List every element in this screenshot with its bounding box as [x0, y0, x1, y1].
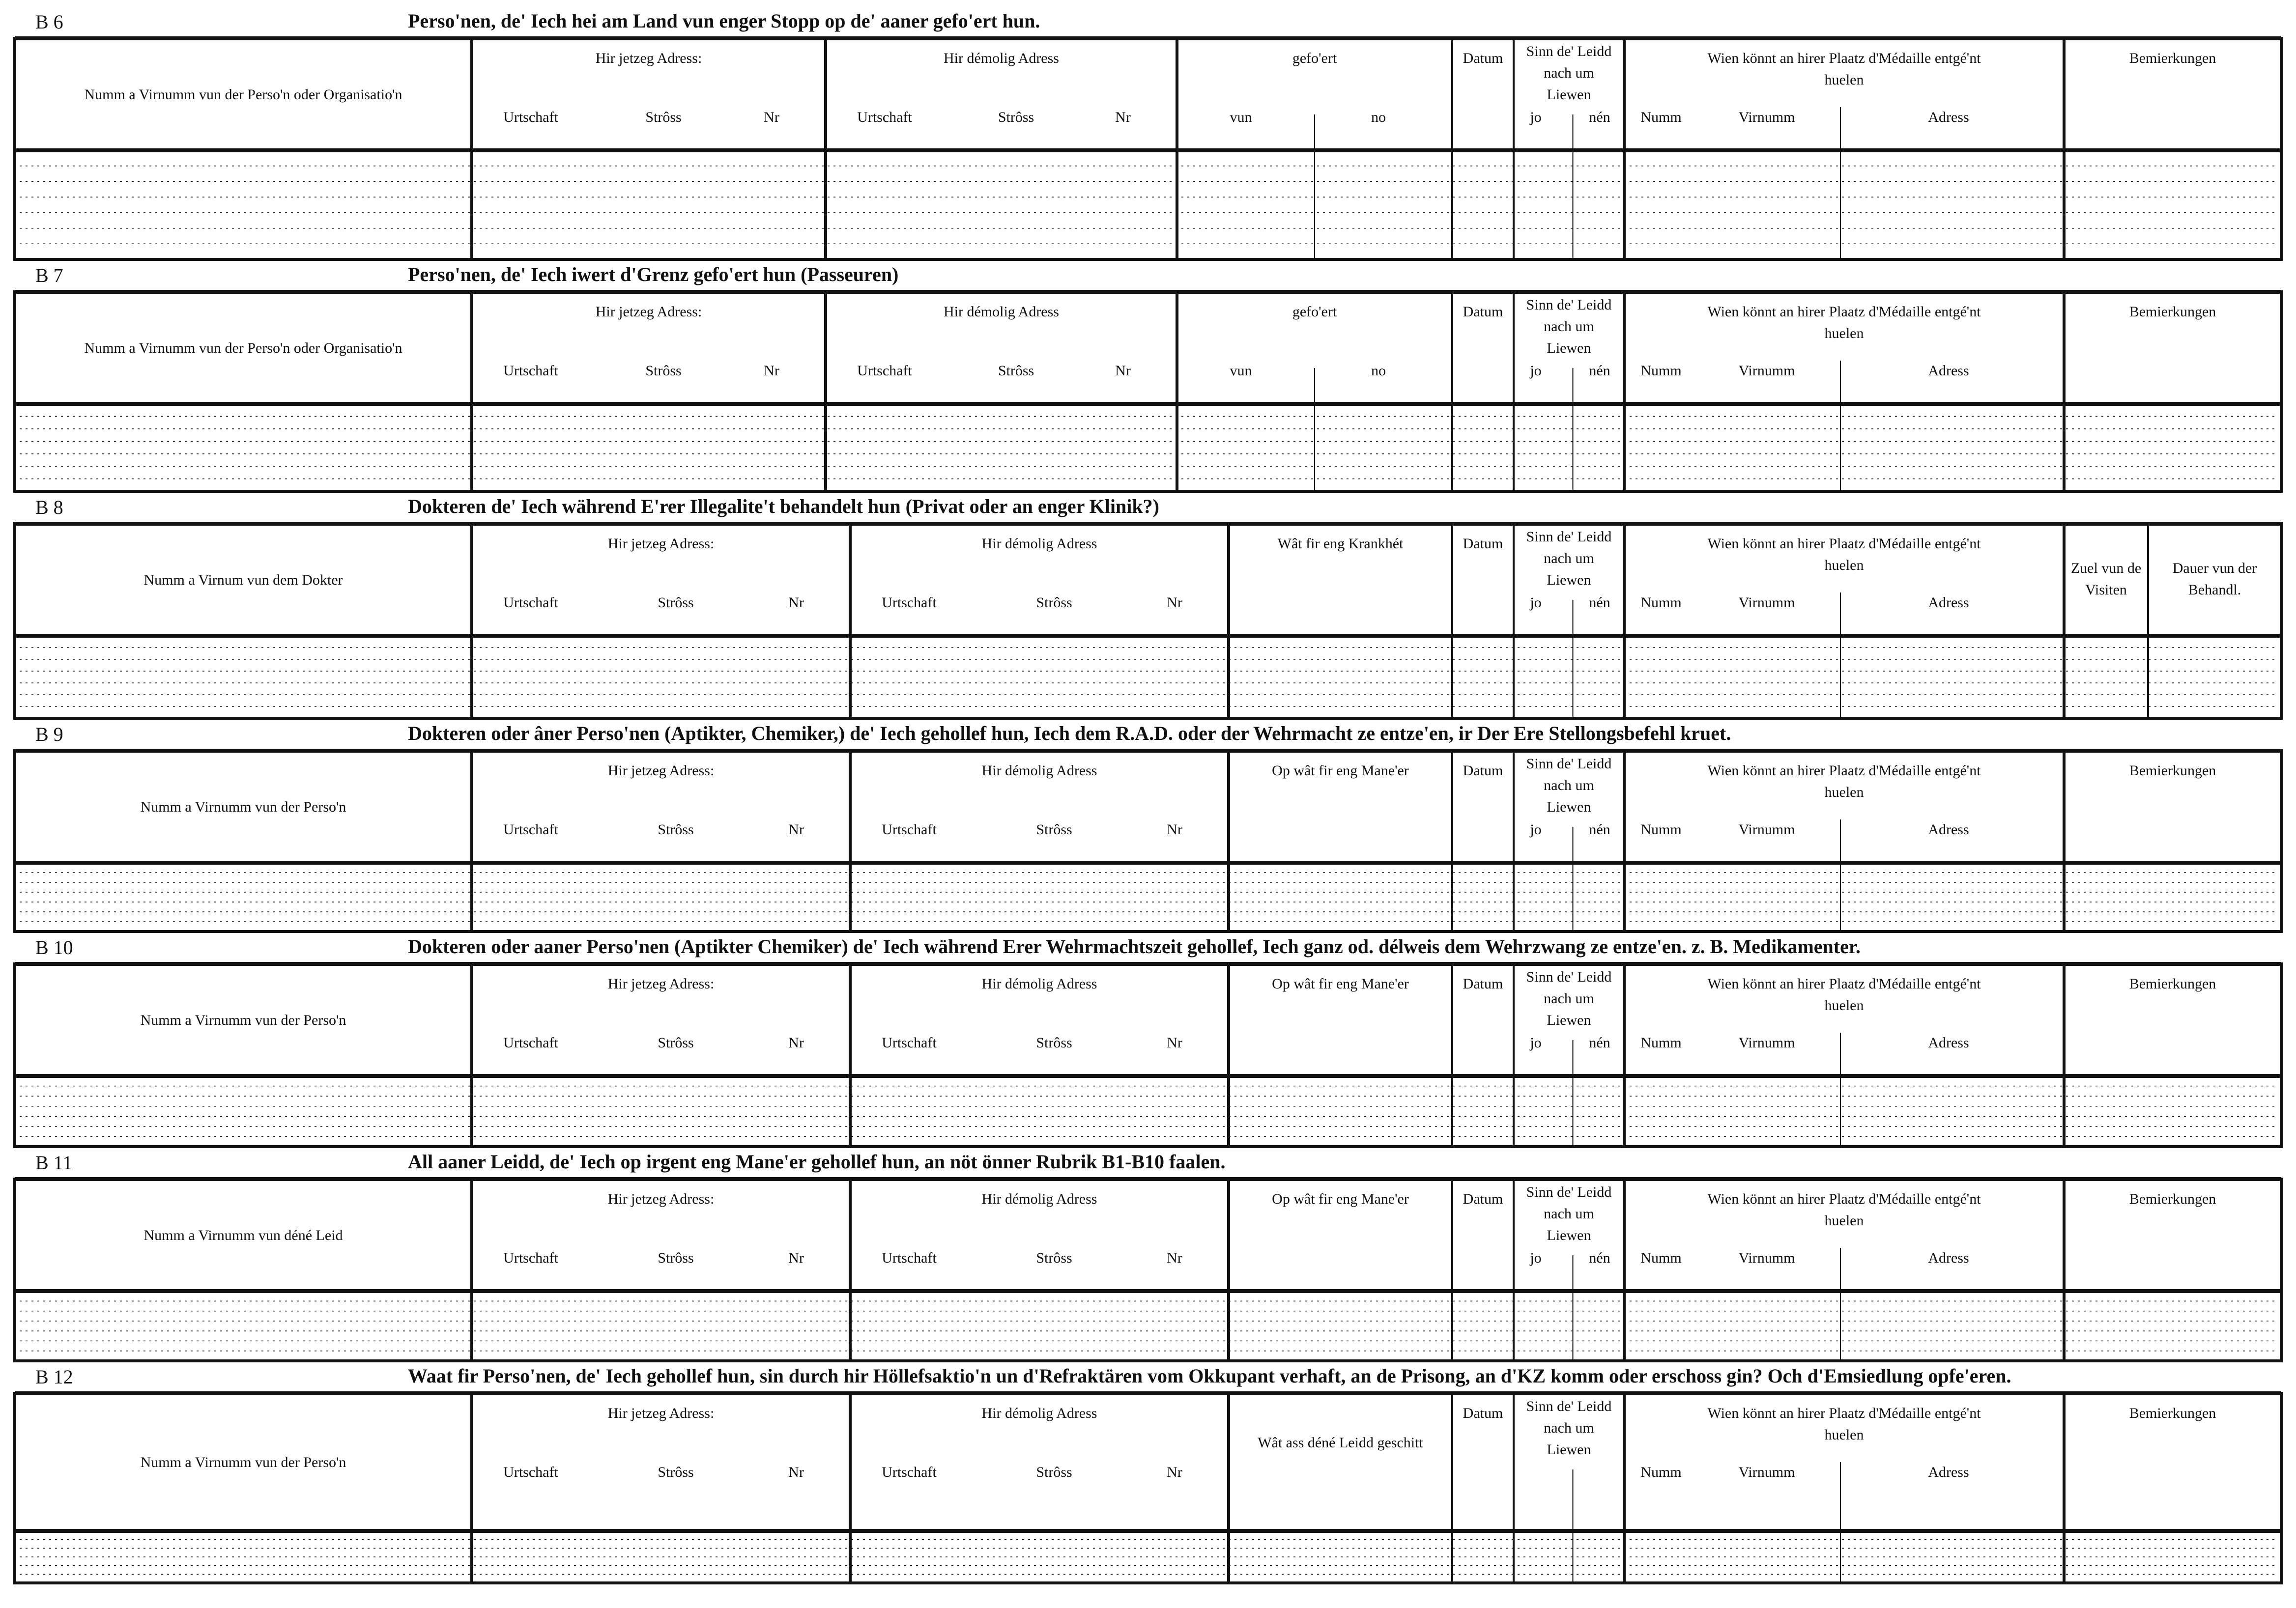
locality-label: Urtschaft — [882, 821, 937, 838]
route-header: gefo'ert — [1292, 50, 1337, 66]
surname-label: Numm — [1640, 821, 1682, 838]
number-label: Nr — [1167, 594, 1182, 611]
current-address-header: Hir jetzeg Adress: — [607, 762, 715, 779]
locality-label: Urtschaft — [882, 594, 937, 611]
alive-header: Sinn de' Leidd nach um Liewen — [1526, 43, 1612, 103]
date-header: Datum — [1463, 536, 1503, 552]
section-id: B 8 — [35, 496, 63, 518]
number-label: Nr — [788, 1464, 804, 1480]
section-id: B 6 — [35, 11, 63, 33]
name-header: Numm a Virnumm vun der Perso'n — [140, 1012, 346, 1028]
section-id: B 7 — [35, 264, 63, 286]
street-label: Strôss — [658, 1250, 694, 1266]
locality-label: Urtschaft — [503, 594, 558, 611]
date-header: Datum — [1463, 1191, 1503, 1207]
firstname-label: Virnumm — [1738, 1464, 1795, 1480]
medal-header: Wien könnt an hirer Plaatz d'Médaille entgé'nt huelen — [1707, 976, 1981, 1014]
alive-header: Sinn de' Leidd nach um Liewen — [1526, 1184, 1612, 1243]
section-b12 — [15, 1365, 2281, 1583]
street-label: Strôss — [658, 594, 694, 611]
no-label: nén — [1589, 109, 1610, 125]
surname-label: Numm — [1640, 109, 1682, 125]
number-label: Nr — [1167, 1464, 1182, 1480]
section-title: Dokteren de' Iech während E'rer Illegalite't behandelt hun (Privat oder an enger Klinik?) — [408, 495, 1159, 517]
no-label: nén — [1589, 363, 1610, 379]
locality-label: Urtschaft — [857, 363, 912, 379]
yes-label: jo — [1530, 363, 1542, 379]
street-label: Strôss — [645, 363, 682, 379]
surname-label: Numm — [1640, 1035, 1682, 1051]
address-label: Adress — [1928, 1250, 1969, 1266]
yes-label: jo — [1530, 821, 1542, 838]
section-title: Perso'nen, de' Iech iwert d'Grenz gefo'ert hun (Passeuren) — [408, 263, 899, 285]
number-label: Nr — [788, 1035, 804, 1051]
section-title: Perso'nen, de' Iech hei am Land vun enger Stopp op de' aaner gefo'ert hun. — [408, 10, 1040, 32]
number-label: Nr — [1115, 109, 1131, 125]
name-header: Numm a Virnum vun dem Dokter — [144, 572, 343, 588]
number-label: Nr — [788, 1250, 804, 1266]
medal-header: Wien könnt an hirer Plaatz d'Médaille entgé'nt huelen — [1707, 536, 1981, 573]
address-label: Adress — [1928, 821, 1969, 838]
yes-label: jo — [1530, 1035, 1542, 1051]
medal-header: Wien könnt an hirer Plaatz d'Médaille entgé'nt huelen — [1707, 762, 1981, 800]
treatment-duration-header: Dauer vun der Behandl. — [2172, 560, 2257, 598]
street-label: Strôss — [1036, 821, 1072, 838]
current-address-header: Hir jetzeg Adress: — [595, 50, 702, 66]
section-title: Dokteren oder âner Perso'nen (Aptikter, Chemiker,) de' Iech gehollef hun, Iech dem R.A.D. oder der Wehrmacht ze entze'en, ir Der Ere Stellongsbefehl kruet. — [408, 722, 1731, 744]
remarks-header: Bemierkungen — [2129, 976, 2216, 992]
former-address-header: Hir démolig Adress — [981, 976, 1097, 992]
section-id: B 12 — [35, 1366, 73, 1388]
alive-header: Sinn de' Leidd nach um Liewen — [1526, 756, 1612, 815]
alive-header: Sinn de' Leidd nach um Liewen — [1526, 1398, 1612, 1458]
medal-header: Wien könnt an hirer Plaatz d'Médaille entgé'nt huelen — [1707, 50, 1981, 88]
section-id: B 11 — [35, 1152, 73, 1174]
surname-label: Numm — [1640, 363, 1682, 379]
name-header: Numm a Virnumm vun déné Leid — [144, 1227, 343, 1243]
street-label: Strôss — [658, 1464, 694, 1480]
medal-header: Wien könnt an hirer Plaatz d'Médaille entgé'nt huelen — [1707, 304, 1981, 341]
firstname-label: Virnumm — [1738, 109, 1795, 125]
locality-label: Urtschaft — [503, 109, 558, 125]
section-title: Waat fir Perso'nen, de' Iech gehollef hun, sin durch hir Höllefsaktio'n un d'Refraktären vom Okkupant verhaft, an de Prisong, an d'KZ komm oder erschoss gin? Och d'Emsiedlung opfe'eren. — [408, 1365, 2011, 1387]
yes-label: jo — [1530, 594, 1542, 611]
locality-label: Urtschaft — [503, 1035, 558, 1051]
yes-label: jo — [1530, 1250, 1542, 1266]
remarks-header: Bemierkungen — [2129, 50, 2216, 66]
detail-header: Op wât fir eng Mane'er — [1272, 1191, 1409, 1207]
firstname-label: Virnumm — [1738, 1250, 1795, 1266]
name-header: Numm a Virnumm vun der Perso'n — [140, 799, 346, 815]
locality-label: Urtschaft — [882, 1250, 937, 1266]
locality-label: Urtschaft — [503, 1250, 558, 1266]
address-label: Adress — [1928, 594, 1969, 611]
number-label: Nr — [764, 363, 779, 379]
surname-label: Numm — [1640, 1250, 1682, 1266]
remarks-header: Bemierkungen — [2129, 304, 2216, 320]
alive-header: Sinn de' Leidd nach um Liewen — [1526, 297, 1612, 356]
number-label: Nr — [1167, 1035, 1182, 1051]
street-label: Strôss — [1036, 1464, 1072, 1480]
locality-label: Urtschaft — [503, 1464, 558, 1480]
section-b6 — [15, 10, 2281, 259]
former-address-header: Hir démolig Adress — [981, 1405, 1097, 1421]
remarks-header: Bemierkungen — [2129, 1191, 2216, 1207]
remarks-header: Bemierkungen — [2129, 1405, 2216, 1421]
detail-header: Op wât fir eng Mane'er — [1272, 976, 1409, 992]
locality-label: Urtschaft — [882, 1464, 937, 1480]
detail-header: Wât fir eng Krankhét — [1277, 536, 1404, 552]
section-b11 — [15, 1151, 2281, 1361]
firstname-label: Virnumm — [1738, 1035, 1795, 1051]
street-label: Strôss — [1036, 1035, 1072, 1051]
name-header: Numm a Virnumm vun der Perso'n — [140, 1454, 346, 1470]
section-b7 — [15, 263, 2281, 491]
date-header: Datum — [1463, 304, 1503, 320]
street-label: Strôss — [658, 1035, 694, 1051]
former-address-header: Hir démolig Adress — [981, 536, 1097, 552]
firstname-label: Virnumm — [1738, 363, 1795, 379]
yes-label: jo — [1530, 109, 1542, 125]
former-address-header: Hir démolig Adress — [981, 762, 1097, 779]
former-address-header: Hir démolig Adress — [944, 50, 1059, 66]
number-label: Nr — [788, 821, 804, 838]
address-label: Adress — [1928, 363, 1969, 379]
current-address-header: Hir jetzeg Adress: — [595, 304, 702, 320]
current-address-header: Hir jetzeg Adress: — [607, 536, 715, 552]
route-header: gefo'ert — [1292, 304, 1337, 320]
locality-label: Urtschaft — [503, 821, 558, 838]
firstname-label: Virnumm — [1738, 594, 1795, 611]
date-header: Datum — [1463, 976, 1503, 992]
alive-header: Sinn de' Leidd nach um Liewen — [1526, 529, 1612, 588]
street-label: Strôss — [998, 363, 1034, 379]
remarks-header: Bemierkungen — [2129, 762, 2216, 779]
locality-label: Urtschaft — [503, 363, 558, 379]
medal-header: Wien könnt an hirer Plaatz d'Médaille entgé'nt huelen — [1707, 1405, 1981, 1443]
street-label: Strôss — [998, 109, 1034, 125]
date-header: Datum — [1463, 50, 1503, 66]
detail-header: Op wât fir eng Mane'er — [1272, 762, 1409, 779]
street-label: Strôss — [1036, 1250, 1072, 1266]
firstname-label: Virnumm — [1738, 821, 1795, 838]
section-b8 — [15, 495, 2281, 718]
to-label: no — [1371, 109, 1386, 125]
number-label: Nr — [1167, 821, 1182, 838]
section-id: B 10 — [35, 936, 73, 959]
locality-label: Urtschaft — [857, 109, 912, 125]
name-header: Numm a Virnumm vun der Perso'n oder Organisatio'n — [84, 340, 402, 356]
number-label: Nr — [764, 109, 779, 125]
locality-label: Urtschaft — [882, 1035, 937, 1051]
visits-header: Zuel vun de Visiten — [2070, 560, 2142, 598]
date-header: Datum — [1463, 762, 1503, 779]
section-title: Dokteren oder aaner Perso'nen (Aptikter Chemiker) de' Iech während Erer Wehrmachtszeit gehollef, Iech ganz od. délweis dem Wehrzwang ze entze'en. z. B. Medikamenter. — [408, 935, 1861, 958]
section-b10 — [15, 935, 2281, 1147]
from-label: vun — [1230, 109, 1252, 125]
surname-label: Numm — [1640, 594, 1682, 611]
surname-label: Numm — [1640, 1464, 1682, 1480]
address-label: Adress — [1928, 1464, 1969, 1480]
street-label: Strôss — [645, 109, 682, 125]
section-title: All aaner Leidd, de' Iech op irgent eng Mane'er gehollef hun, an nöt önner Rubrik B1-B10 faalen. — [408, 1151, 1226, 1173]
no-label: nén — [1589, 1250, 1610, 1266]
date-header: Datum — [1463, 1405, 1503, 1421]
number-label: Nr — [1115, 363, 1131, 379]
current-address-header: Hir jetzeg Adress: — [607, 976, 715, 992]
current-address-header: Hir jetzeg Adress: — [607, 1405, 715, 1421]
street-label: Strôss — [1036, 594, 1072, 611]
detail-header: Wât ass déné Leidd geschitt — [1258, 1435, 1423, 1451]
no-label: nén — [1589, 594, 1610, 611]
no-label: nén — [1589, 1035, 1610, 1051]
number-label: Nr — [1167, 1250, 1182, 1266]
name-header: Numm a Virnumm vun der Perso'n oder Organisatio'n — [84, 86, 402, 103]
address-label: Adress — [1928, 109, 1969, 125]
alive-header: Sinn de' Leidd nach um Liewen — [1526, 969, 1612, 1028]
number-label: Nr — [788, 594, 804, 611]
from-label: vun — [1230, 363, 1252, 379]
section-id: B 9 — [35, 723, 63, 745]
address-label: Adress — [1928, 1035, 1969, 1051]
street-label: Strôss — [658, 821, 694, 838]
former-address-header: Hir démolig Adress — [981, 1191, 1097, 1207]
no-label: nén — [1589, 821, 1610, 838]
current-address-header: Hir jetzeg Adress: — [607, 1191, 715, 1207]
medal-header: Wien könnt an hirer Plaatz d'Médaille entgé'nt huelen — [1707, 1191, 1981, 1229]
section-b9 — [15, 722, 2281, 931]
to-label: no — [1371, 363, 1386, 379]
former-address-header: Hir démolig Adress — [944, 304, 1059, 320]
